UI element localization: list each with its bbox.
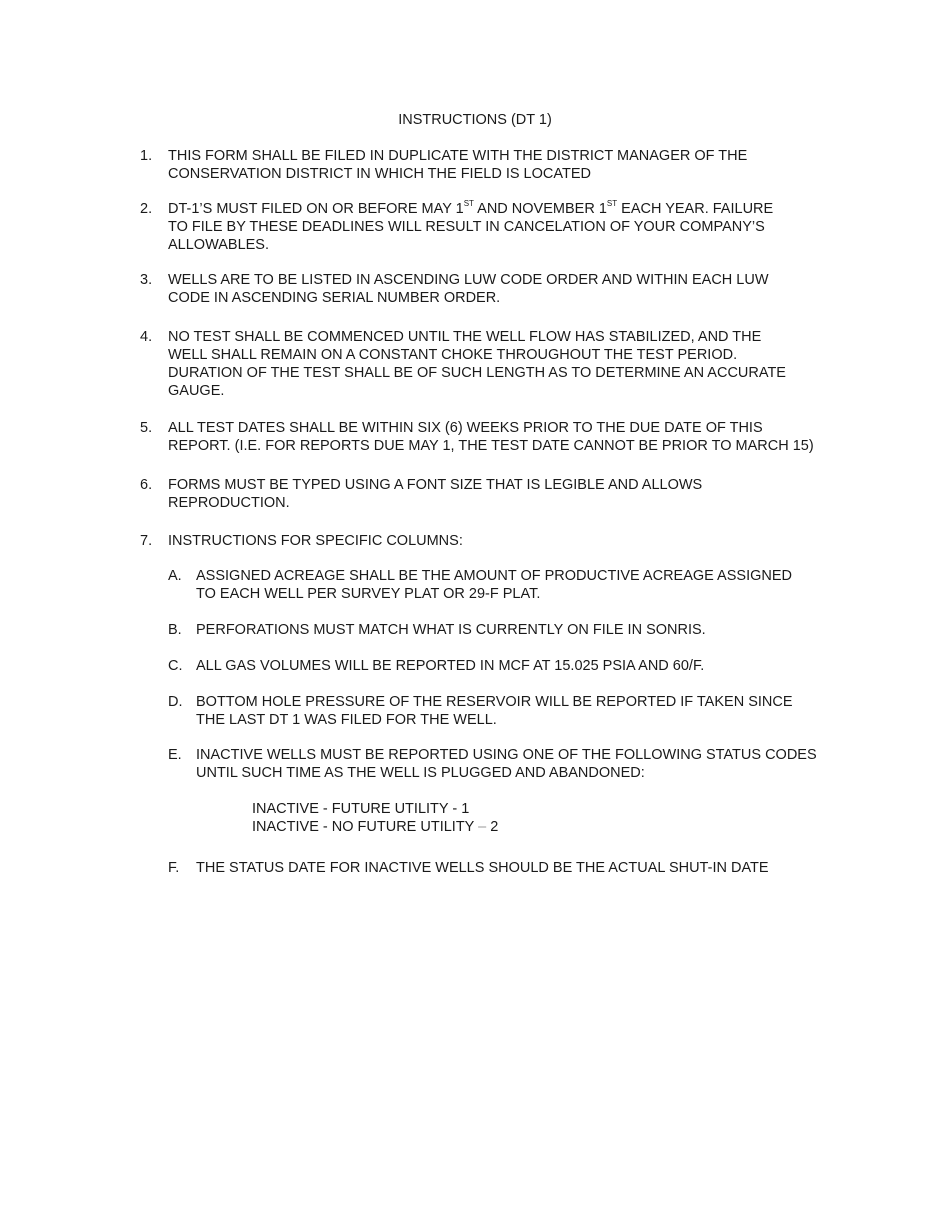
page-title: INSTRUCTIONS (DT 1)	[398, 112, 552, 128]
item-text	[168, 147, 840, 183]
item-number: 5.	[140, 420, 153, 436]
superscript: ST	[463, 199, 474, 209]
sub-item-c	[168, 657, 848, 675]
item-line: WELLS ARE TO BE LISTED IN ASCENDING LUW CODE ORDER AND WITHIN EACH LUW	[168, 272, 769, 288]
item-line: ALL TEST DATES SHALL BE WITHIN SIX (6) WEEKS PRIOR TO THE DUE DATE OF THIS	[168, 420, 763, 436]
sub-item-d	[168, 693, 848, 729]
instruction-item-5	[140, 419, 840, 455]
status-code-line: INACTIVE - FUTURE UTILITY - 1	[252, 801, 470, 817]
superscript: ST	[606, 199, 618, 209]
sub-item-letter: A.	[168, 568, 182, 584]
sub-item-f	[168, 859, 848, 877]
item-line: REPRODUCTION.	[168, 495, 290, 511]
item-line: GAUGE.	[168, 383, 225, 399]
item-line: PERFORATIONS MUST MATCH WHAT IS CURRENTLY ON FILE IN SONRIS.	[196, 622, 706, 638]
item-line: THE LAST DT 1 WAS FILED FOR THE WELL.	[196, 712, 497, 728]
item-line: THE STATUS DATE FOR INACTIVE WELLS SHOULD BE THE ACTUAL SHUT-IN DATE	[196, 860, 769, 876]
sub-item-text	[196, 859, 848, 877]
sub-item-text	[196, 657, 848, 675]
instruction-item-7	[140, 532, 840, 550]
item-text	[168, 200, 840, 254]
sub-item-letter: B.	[168, 622, 182, 638]
item-line: INSTRUCTIONS FOR SPECIFIC COLUMNS:	[168, 533, 463, 549]
item-line: BOTTOM HOLE PRESSURE OF THE RESERVOIR WILL BE REPORTED IF TAKEN SINCE	[196, 694, 793, 710]
item-line: ALL GAS VOLUMES WILL BE REPORTED IN MCF AT 15.025 PSIA AND 60/F.	[196, 658, 705, 674]
item-line: TO FILE BY THESE DEADLINES WILL RESULT IN CANCELATION OF YOUR COMPANY’S	[168, 219, 765, 235]
item-number: 3.	[140, 272, 153, 288]
item-line: TO EACH WELL PER SURVEY PLAT OR 29-F PLAT.	[196, 586, 541, 602]
item-line: DURATION OF THE TEST SHALL BE OF SUCH LENGTH AS TO DETERMINE AN ACCURATE	[168, 365, 786, 381]
instruction-item-3	[140, 271, 840, 307]
instruction-item-1	[140, 147, 840, 183]
item-number: 7.	[140, 533, 153, 549]
item-text	[168, 419, 840, 455]
item-line: REPORT. (I.E. FOR REPORTS DUE MAY 1, THE TEST DATE CANNOT BE PRIOR TO MARCH 15)	[168, 438, 814, 454]
status-code-part: INACTIVE - NO FUTURE UTILITY	[252, 819, 479, 835]
instruction-item-4	[140, 328, 840, 400]
item-line-part: AND NOVEMBER 1	[473, 201, 607, 217]
instruction-item-6	[140, 476, 840, 512]
instruction-item-2	[140, 200, 840, 254]
item-text	[168, 476, 840, 512]
item-text	[168, 271, 840, 307]
item-line: ASSIGNED ACREAGE SHALL BE THE AMOUNT OF PRODUCTIVE ACREAGE ASSIGNED	[196, 568, 792, 584]
item-text	[168, 328, 840, 400]
item-line: FORMS MUST BE TYPED USING A FONT SIZE THAT IS LEGIBLE AND ALLOWS	[168, 477, 703, 493]
item-line: NO TEST SHALL BE COMMENCED UNTIL THE WELL FLOW HAS STABILIZED, AND THE	[168, 329, 762, 345]
sub-item-letter: F.	[168, 860, 180, 876]
status-codes-list	[252, 800, 498, 836]
status-code-dash: –	[478, 819, 487, 835]
item-line: CODE IN ASCENDING SERIAL NUMBER ORDER.	[168, 290, 501, 306]
item-line: THIS FORM SHALL BE FILED IN DUPLICATE WITH THE DISTRICT MANAGER OF THE	[168, 148, 748, 164]
item-line: INACTIVE WELLS MUST BE REPORTED USING ONE OF THE FOLLOWING STATUS CODES	[196, 747, 817, 763]
item-line: UNTIL SUCH TIME AS THE WELL IS PLUGGED AND ABANDONED:	[196, 765, 645, 781]
sub-item-letter: C.	[168, 658, 183, 674]
sub-item-e	[168, 746, 848, 782]
item-line: CONSERVATION DISTRICT IN WHICH THE FIELD IS LOCATED	[168, 166, 591, 182]
sub-item-text	[196, 746, 848, 782]
sub-item-letter: D.	[168, 694, 183, 710]
sub-item-a	[168, 567, 848, 603]
sub-item-text	[196, 693, 848, 729]
item-line-part: DT-1’S MUST FILED ON OR BEFORE MAY 1	[168, 201, 464, 217]
sub-item-b	[168, 621, 848, 639]
item-line-part: EACH YEAR. FAILURE	[617, 201, 774, 217]
item-line: WELL SHALL REMAIN ON A CONSTANT CHOKE THROUGHOUT THE TEST PERIOD.	[168, 347, 738, 363]
item-line: ALLOWABLES.	[168, 237, 270, 253]
status-code-part: 2	[486, 819, 499, 835]
status-code-line	[252, 818, 498, 836]
item-number: 6.	[140, 477, 153, 493]
item-number: 2.	[140, 201, 153, 217]
item-number: 1.	[140, 148, 153, 164]
sub-item-letter: E.	[168, 747, 182, 763]
item-text	[168, 532, 840, 550]
sub-item-text	[196, 621, 848, 639]
item-number: 4.	[140, 329, 153, 345]
item-line	[168, 200, 840, 218]
sub-item-text	[196, 567, 848, 603]
